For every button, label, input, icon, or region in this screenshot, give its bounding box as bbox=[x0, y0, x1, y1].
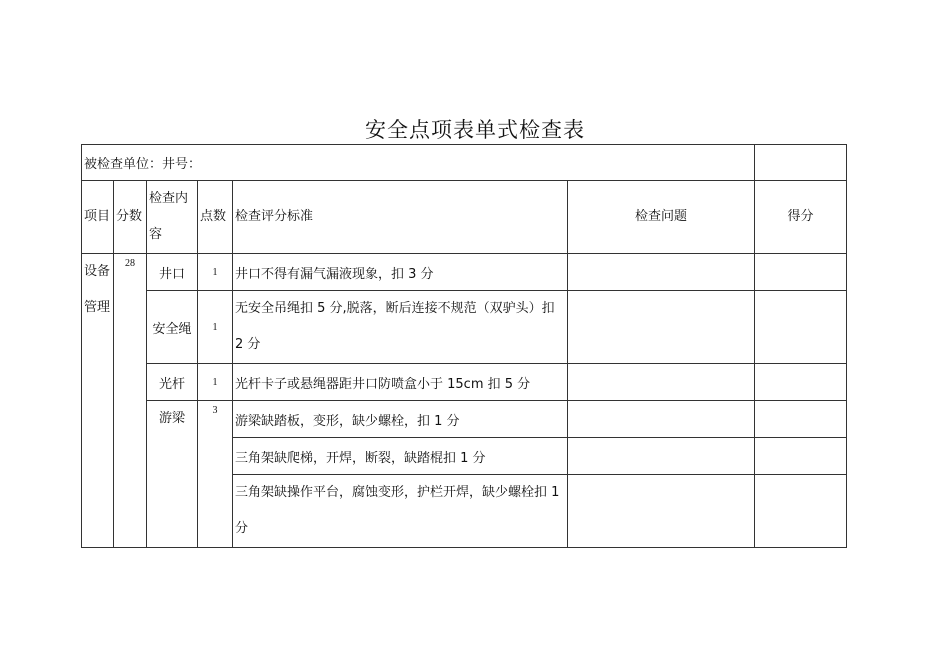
header-item: 项目 bbox=[82, 181, 114, 254]
table-row bbox=[82, 291, 847, 364]
section-score: 28 bbox=[114, 254, 147, 548]
row-criteria: 三角架缺爬梯，开焊，断裂，缺踏棍扣 1 分 bbox=[233, 438, 568, 475]
header-points: 点数 bbox=[198, 181, 233, 254]
row-points: 1 bbox=[198, 291, 233, 364]
row-issues-cell[interactable] bbox=[568, 475, 755, 548]
header-result: 得分 bbox=[755, 181, 847, 254]
row-score-cell[interactable] bbox=[755, 438, 847, 475]
row-score-cell[interactable] bbox=[755, 401, 847, 438]
table-row bbox=[82, 401, 847, 438]
header-content: 检查内容 bbox=[147, 181, 198, 254]
row-content: 安全绳 bbox=[147, 291, 198, 364]
row-score-cell[interactable] bbox=[755, 475, 847, 548]
table-row bbox=[82, 254, 847, 291]
row-points: 1 bbox=[198, 364, 233, 401]
row-criteria: 游梁缺踏板，变形，缺少螺栓，扣 1 分 bbox=[233, 401, 568, 438]
inspection-table bbox=[81, 144, 847, 548]
row-issues-cell[interactable] bbox=[568, 254, 755, 291]
row-content: 游梁 bbox=[147, 401, 198, 548]
row-criteria: 井口不得有漏气漏液现象，扣 3 分 bbox=[233, 254, 568, 291]
row-points: 3 bbox=[198, 401, 233, 548]
row-score-cell[interactable] bbox=[755, 364, 847, 401]
header-issues: 检查问题 bbox=[568, 181, 755, 254]
section-name: 设备管理 bbox=[82, 254, 114, 548]
row-points: 1 bbox=[198, 254, 233, 291]
row-criteria: 无安全吊绳扣 5 分,脱落，断后连接不规范（双驴头）扣 2 分 bbox=[233, 291, 568, 364]
row-criteria: 光杆卡子或悬绳器距井口防喷盒小于 15cm 扣 5 分 bbox=[233, 364, 568, 401]
unit-blank-cell bbox=[755, 145, 847, 181]
table-row bbox=[82, 364, 847, 401]
unit-row bbox=[82, 145, 847, 181]
row-issues-cell[interactable] bbox=[568, 438, 755, 475]
row-score-cell[interactable] bbox=[755, 291, 847, 364]
row-criteria: 三角架缺操作平台，腐蚀变形，护栏开焊，缺少螺栓扣 1 分 bbox=[233, 475, 568, 548]
header-criteria: 检查评分标准 bbox=[233, 181, 568, 254]
row-issues-cell[interactable] bbox=[568, 401, 755, 438]
header-row bbox=[82, 181, 847, 254]
row-score-cell[interactable] bbox=[755, 254, 847, 291]
row-content: 光杆 bbox=[147, 364, 198, 401]
header-score: 分数 bbox=[114, 181, 147, 254]
unit-line: 被检查单位：井号： bbox=[82, 145, 755, 181]
page-title: 安全点项表单式检查表 bbox=[365, 118, 585, 142]
row-content: 井口 bbox=[147, 254, 198, 291]
row-issues-cell[interactable] bbox=[568, 364, 755, 401]
row-issues-cell[interactable] bbox=[568, 291, 755, 364]
